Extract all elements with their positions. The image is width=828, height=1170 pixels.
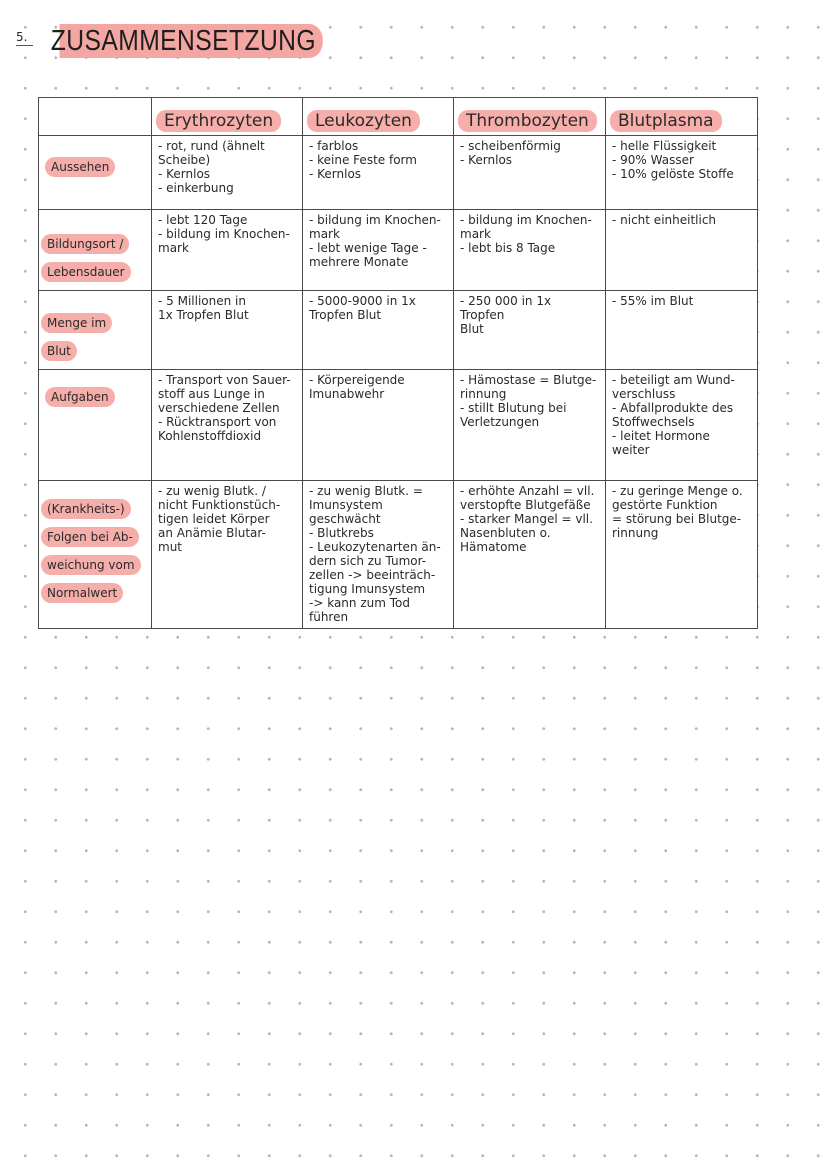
- table-cell: - helle Flüssigkeit - 90% Wasser - 10% gelöste Stoffe: [606, 136, 758, 210]
- table-cell: - farblos - keine Feste form - Kernlos: [303, 136, 454, 210]
- table-row: [39, 291, 758, 370]
- table-row: [39, 370, 758, 481]
- column-header-blutplasma: Blutplasma: [606, 98, 758, 136]
- table-cell: - scheibenförmig - Kernlos: [454, 136, 606, 210]
- table-cell: - 55% im Blut: [606, 291, 758, 370]
- table-cell: - erhöhte Anzahl = vll. verstopfte Blutgefäße - starker Mangel = vll. Nasenbluten o. Hämatome: [454, 481, 606, 629]
- row-header-folgen: (Krankheits-) Folgen bei Ab- weichung vom Normalwert: [39, 481, 152, 629]
- table-cell: - bildung im Knochen- mark - lebt wenige Tage - mehrere Monate: [303, 210, 454, 291]
- row-header-bildungsort: Bildungsort / Lebensdauer: [39, 210, 152, 291]
- column-header-thrombozyten: Thrombozyten: [454, 98, 606, 136]
- column-header-leukozyten: Leukozyten: [303, 98, 454, 136]
- table-cell: - 250 000 in 1x Tropfen Blut: [454, 291, 606, 370]
- table-cell: - nicht einheitlich: [606, 210, 758, 291]
- table-cell: - zu geringe Menge o. gestörte Funktion = störung bei Blutge- rinnung: [606, 481, 758, 629]
- table-cell: - rot, rund (ähnelt Scheibe) - Kernlos - einkerbung: [152, 136, 303, 210]
- table-cell: - zu wenig Blutk. = Imunsystem geschwächt - Blutkrebs - Leukozytenarten än- dern sich zu Tumor- zellen -> beeinträch- tigung Imunsystem -> kann zum Tod führen: [303, 481, 454, 629]
- table-cell: - 5000-9000 in 1x Tropfen Blut: [303, 291, 454, 370]
- row-header-menge: Menge im Blut: [39, 291, 152, 370]
- table-cell: - zu wenig Blutk. / nicht Funktionstüch- tigen leidet Körper an Anämie Blutar- mut: [152, 481, 303, 629]
- table-cell: - lebt 120 Tage - bildung im Knochen- mark: [152, 210, 303, 291]
- page-number: 5.: [16, 30, 33, 46]
- table-row: [39, 481, 758, 629]
- table-cell: - Transport von Sauer- stoff aus Lunge in verschiedene Zellen - Rücktransport von Kohlenstoffdioxid: [152, 370, 303, 481]
- row-header-aufgaben: Aufgaben: [39, 370, 152, 481]
- column-header-erythrozyten: Erythrozyten: [152, 98, 303, 136]
- table-header-row: [39, 98, 758, 136]
- blood-composition-table: [38, 97, 758, 629]
- table-cell: - Hämostase = Blutge- rinnung - stillt Blutung bei Verletzungen: [454, 370, 606, 481]
- table-cell: - bildung im Knochen- mark - lebt bis 8 Tage: [454, 210, 606, 291]
- header-corner-cell: [39, 98, 152, 136]
- table-cell: - 5 Millionen in 1x Tropfen Blut: [152, 291, 303, 370]
- table-row: [39, 210, 758, 291]
- table-cell: - Körpereigende Imunabwehr: [303, 370, 454, 481]
- table-cell: - beteiligt am Wund- verschluss - Abfallprodukte des Stoffwechsels - leitet Hormone weiter: [606, 370, 758, 481]
- row-header-aussehen: Aussehen: [39, 136, 152, 210]
- table-row: [39, 136, 758, 210]
- page-title: ZUSAMMENSETZUNG: [44, 24, 323, 58]
